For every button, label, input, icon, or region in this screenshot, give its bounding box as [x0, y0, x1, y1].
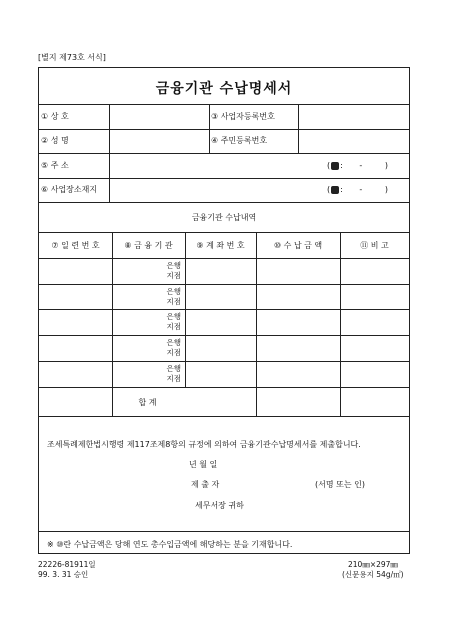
col-header-amount: ⑩ 수 납 금 액 — [273, 241, 323, 250]
address-label: ⑤ 주 소 — [41, 161, 69, 170]
section-title: 금융기관 수납내역 — [191, 213, 257, 222]
bank-branch-cell: 은행 지점 — [166, 364, 181, 383]
biz-reg-number-label: ③ 사업자등록번호 — [211, 112, 275, 121]
phone-icon — [331, 186, 339, 194]
representative-name-label: ② 성 명 — [41, 136, 69, 145]
bank-branch-cell: 은행 지점 — [166, 287, 181, 306]
paper-size: 210㎜×297㎜ — [348, 560, 398, 569]
form-number: [별지 제73호 서식] — [38, 53, 106, 62]
sign-label: (서명 또는 인) — [315, 480, 365, 489]
phone-icon — [331, 162, 339, 170]
form-frame — [38, 67, 410, 554]
col-header-remarks: ⑪ 비 고 — [360, 241, 389, 250]
col-header-serial: ⑦ 일 련 번 호 — [51, 241, 100, 250]
total-label: 합 계 — [138, 398, 157, 407]
form-title: 금융기관 수납명세서 — [155, 81, 293, 97]
address-phone: ( : - ) — [327, 161, 388, 170]
bank-branch-cell: 은행 지점 — [166, 261, 181, 280]
submitter-label: 제 출 자 — [191, 480, 220, 489]
approval-date: 99. 3. 31 승인 — [38, 570, 89, 579]
form-code: 22226-81911일 — [38, 560, 96, 569]
col-header-account: ⑨ 계 좌 번 호 — [196, 241, 245, 250]
date-line: 년 월 일 — [189, 460, 218, 469]
business-phone: ( : - ) — [327, 185, 388, 194]
bank-branch-cell: 은행 지점 — [166, 338, 181, 357]
declaration-text: 조세특례제한법시행령 제117조제8항의 규정에 의하여 금융기관수납명세서를 제출합니다. — [47, 440, 361, 449]
business-place-label: ⑥ 사업장소재지 — [41, 185, 98, 194]
paper-type: (신문용지 54g/㎡) — [342, 570, 404, 579]
trade-name-label: ① 상 호 — [41, 112, 69, 121]
note-text: ※ ⑩란 수납금액은 당해 연도 총수입금액에 해당하는 분을 기재합니다. — [47, 540, 293, 549]
resident-number-label: ④ 주민등록번호 — [211, 136, 268, 145]
bank-branch-cell: 은행 지점 — [166, 312, 181, 331]
recipient-label: 세무서장 귀하 — [195, 501, 244, 510]
col-header-bank: ⑧ 금 융 기 관 — [124, 241, 173, 250]
